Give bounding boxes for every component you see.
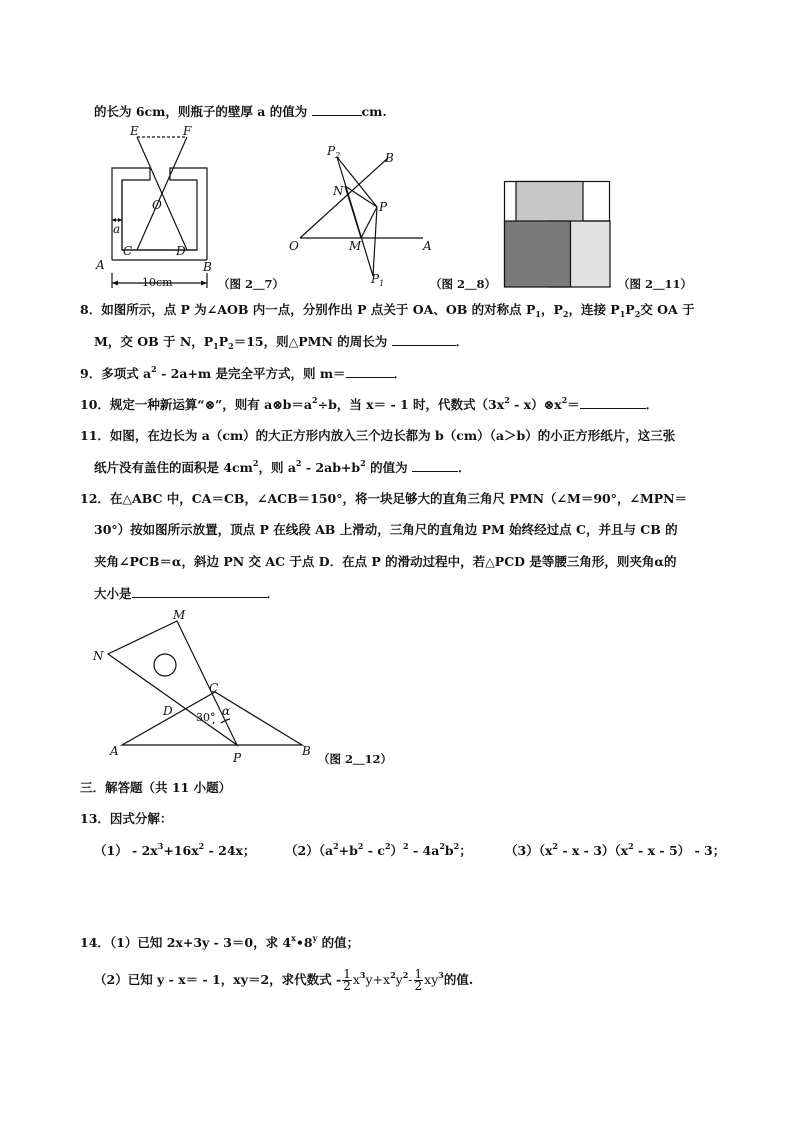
question-8-line1: 8．如图所示，点 P 为∠AOB 内一点，分别作出 P 点关于 OA、OB 的对称点 $P_1$，$P_2$，连接 $P_1P_2$交 OA 于: [80, 302, 695, 319]
question-14-part2: （2）已知 y - x＝ - 1，xy＝2，求代数式 - $\frac{1}{2}$ $x^3y+x^2y^2-$ $\frac{1}{2}$ $xy^3$的值.: [94, 967, 474, 993]
label-a: a: [113, 222, 121, 236]
caption-figure-2-11: （图 2＿11）: [618, 277, 693, 291]
question-13-part3: $(3)(x^2$ - x - $3)(x^2$ - x - 5） - 3；: [505, 841, 726, 858]
label-B: B: [203, 260, 212, 274]
question-12-line3: 夹角∠PCB＝α，斜边 PN 交 AC 于点 D．在点 P 的滑动过程中，若△PCD 是等腰三角形，则夹角α的: [94, 554, 677, 569]
answer-blank: [132, 585, 267, 598]
question-12-line1: 12．在△ABC 中，CA＝CB，∠ACB＝150°，将一块足够大的直角三角尺 PMN（∠M＝90°，∠MPN＝: [80, 491, 688, 506]
figure-2-7: [92, 123, 232, 293]
label-N: N: [93, 649, 104, 663]
fraction-one-half: $\frac{1}{2}$: [343, 967, 351, 993]
question-8-line2: M，交 OB 于 N，$P_1P_2=15$，则△PMN 的周长为 ．: [94, 334, 469, 351]
label-P2: $P_2$: [327, 144, 341, 160]
label-P: P: [379, 200, 388, 214]
width-label: 10cm: [142, 276, 173, 289]
question-12-line2: 30°）按如图所示放置，顶点 P 在线段 AB 上滑动，三角尺的直角边 PM 始终经过点 C，并且与 CB 的: [94, 522, 678, 537]
q7-text: 的长为 6cm，则瓶子的壁厚 a 的值为: [94, 104, 312, 119]
answer-blank: [392, 333, 456, 346]
label-A: A: [110, 744, 119, 758]
question-13-part1: $(1) - 2x^3+16x^2 - 24x$；: [94, 841, 256, 858]
q7-unit: cm.: [361, 104, 387, 119]
label-O: O: [152, 198, 162, 212]
question-12-line4: 大小是 ．: [94, 586, 280, 601]
label-B: B: [385, 151, 394, 165]
label-A: A: [423, 239, 432, 253]
label-C: C: [123, 244, 133, 258]
label-F: F: [183, 124, 192, 138]
label-D: D: [163, 704, 173, 718]
angle-30: 30°: [196, 711, 216, 724]
label-P1: $P_1$: [371, 272, 385, 288]
figure-2-11: [504, 181, 614, 291]
question-14-part1: 14．（1）已知 2x+3y - 3＝0，求 4$^x$•8$^y$ 的值；: [80, 933, 360, 950]
line-question7-end: [94, 103, 387, 120]
label-C: C: [209, 681, 219, 695]
fraction-one-half: $\frac{1}{2}$: [414, 967, 423, 993]
label-D: D: [176, 244, 186, 258]
label-N: N: [333, 184, 344, 198]
figure-2-8: [285, 140, 435, 290]
label-E: E: [130, 124, 139, 138]
label-B: B: [302, 744, 311, 758]
label-P: P: [233, 751, 242, 765]
question-9: 9．多项式 $a^2 - 2a+m$ 是完全平方式，则 m＝ ．: [80, 364, 407, 381]
question-10: 10．规定一种新运算“⊗”，则有 $a\otimes b=a^2\div b$，当 x＝ - 1 时，代数式（$3x^2$ - $x)\otimes x^2=$ ．: [80, 395, 659, 412]
label-O: O: [289, 239, 299, 253]
caption-figure-2-7: （图 2＿7）: [218, 277, 285, 291]
question-13-part2: $(2)(a^2+b^2 - c^2)^2 - 4a^2b^2$；: [285, 841, 472, 858]
answer-blank: [312, 103, 362, 116]
label-A: A: [96, 258, 105, 272]
question-13-title: 13．因式分解：: [80, 811, 173, 826]
question-11-line2: 纸片没有盖住的面积是 $4cm^2$，则 $a^2 - 2ab+b^2$ 的值为 ．: [94, 458, 471, 475]
answer-blank: [412, 459, 458, 472]
answer-blank: [346, 365, 394, 378]
section-3-title: 三．解答题（共 11 小题）: [80, 780, 232, 795]
question-11-line1: 11．如图，在边长为 a（cm）的大正方形内放入三个边长都为 b（cm）（a＞b）的小正方形纸片，这三张: [80, 428, 676, 443]
answer-blank: [580, 396, 646, 409]
label-M: M: [173, 608, 186, 622]
caption-figure-2-8: （图 2＿8）: [430, 277, 497, 291]
figure-2-12: [90, 605, 330, 770]
label-alpha: α: [222, 704, 231, 718]
label-M: M: [349, 239, 362, 253]
caption-figure-2-12: （图 2＿12）: [318, 752, 393, 766]
